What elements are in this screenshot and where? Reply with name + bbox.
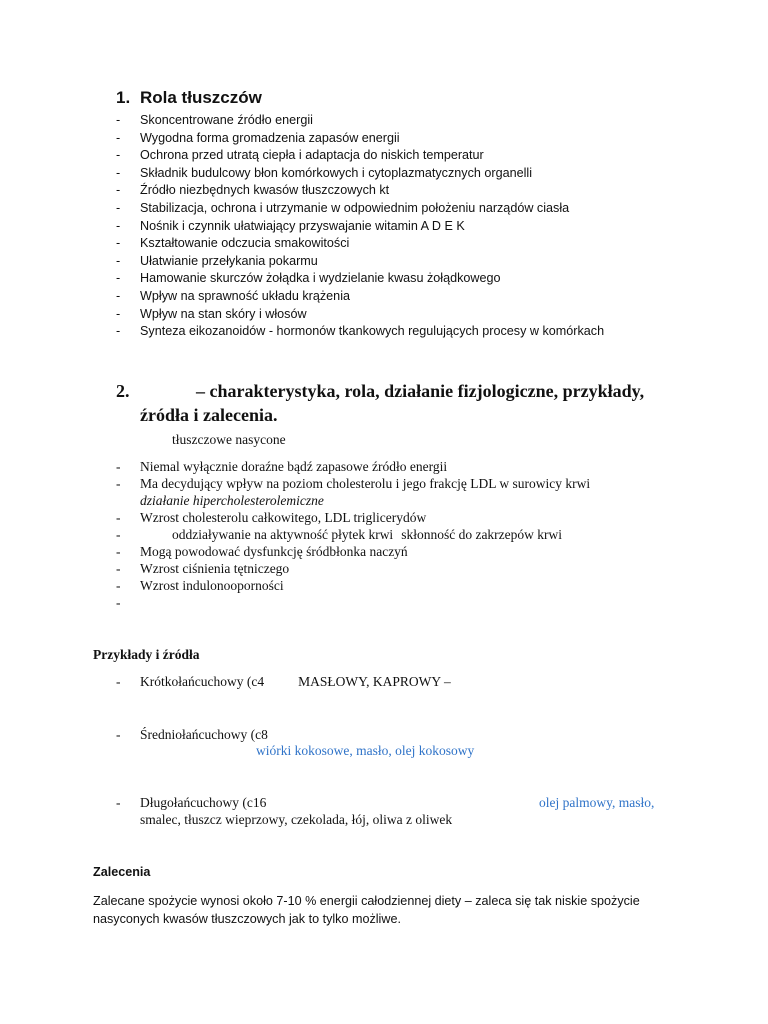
list-item: - Stabilizacja, ochrona i utrzymanie w odpowiednim położeniu narządów ciasła: [116, 200, 570, 215]
example-long-chain-sources: olej palmowy, masło,: [539, 795, 655, 810]
list-item: - Synteza eikozanoidów - hormonów tkankowych regulujących procesy w komórkach: [116, 324, 605, 339]
list-item: - Ułatwianie przełykania pokarmu: [116, 253, 318, 268]
list-item-empty: -: [116, 595, 121, 610]
list-item: - Wygodna forma gromadzenia zapasów energii: [116, 130, 400, 145]
section-1-list: [116, 112, 604, 341]
list-item: - Źródło niezbędnych kwasów tłuszczowych kt: [116, 183, 390, 198]
recommendations-text: Zalecane spożycie wynosi około 7-10 % energii całodziennej diety – zaleca się tak niskie spożycie nasyconych kwasów tłuszczowych jak to tylko możliwe.: [93, 894, 640, 926]
list-item: - Wpływ na stan skóry i włosów: [116, 306, 307, 321]
recommendations-heading: Zalecenia: [93, 865, 151, 879]
examples-heading: Przykłady i źródła: [93, 647, 200, 662]
section-1-number: 1.: [116, 88, 131, 107]
example-long-chain-sources-continued: smalec, tłuszcz wieprzowy, czekolada, łój, oliwa z oliwek: [140, 812, 453, 827]
list-item: - Składnik budulcowy błon komórkowych i cytoplazmatycznych organelli: [116, 165, 532, 180]
section-2-heading-line-2: źródła i zalecenia.: [140, 405, 278, 425]
section-1-heading: [116, 88, 262, 108]
list-item: - Skoncentrowane źródło energii: [116, 113, 313, 127]
list-item: - Ochrona przed utratą ciepła i adaptacja do niskich temperatur: [116, 148, 484, 163]
example-long-chain: - Długołańcuchowy (c16: [116, 795, 267, 810]
list-item: - Hamowanie skurczów żołądka i wydzielanie kwasu żołądkowego: [116, 271, 501, 286]
section-2-heading: [116, 379, 716, 427]
section-2-subtitle: tłuszczowe nasycone: [172, 432, 286, 447]
section-1-title: Rola tłuszczów: [140, 88, 262, 107]
list-item: - Wzrost cholesterolu całkowitego, LDL triglicerydów: [116, 510, 427, 525]
list-item: - Wzrost ciśnienia tętniczego: [116, 561, 290, 576]
list-item: - Kształtowanie odczucia smakowitości: [116, 236, 350, 251]
list-item: - Nośnik i czynnik ułatwiający przyswajanie witamin A D E K: [116, 218, 465, 233]
list-item: - Wzrost indulonooporności: [116, 578, 284, 593]
example-medium-chain: - Średniołańcuchowy (c8: [116, 727, 268, 742]
section-2-heading-line-1: 2. – charakterystyka, rola, działanie fizjologiczne, przykłady,: [116, 381, 645, 401]
list-item: - Ma decydujący wpływ na poziom cholesterolu i jego frakcję LDL w surowicy krwi: [116, 476, 591, 491]
list-item: - oddziaływanie na aktywność płytek krwi skłonność do zakrzepów krwi: [116, 527, 563, 542]
section-2-list: [116, 458, 590, 611]
example-medium-chain-sources: wiórki kokosowe, masło, olej kokosowy: [256, 743, 475, 758]
list-item: - Wpływ na sprawność układu krążenia: [116, 288, 350, 303]
list-item: - Mogą powodować dysfunkcję śródbłonka naczyń: [116, 544, 408, 559]
example-short-chain: - Krótkołańcuchowy (c4 MASŁOWY, KAPROWY –: [116, 674, 451, 689]
list-item: - Niemal wyłącznie doraźne bądź zapasowe źródło energii: [116, 459, 448, 474]
list-item-continuation: działanie hipercholesterolemiczne: [140, 493, 324, 508]
